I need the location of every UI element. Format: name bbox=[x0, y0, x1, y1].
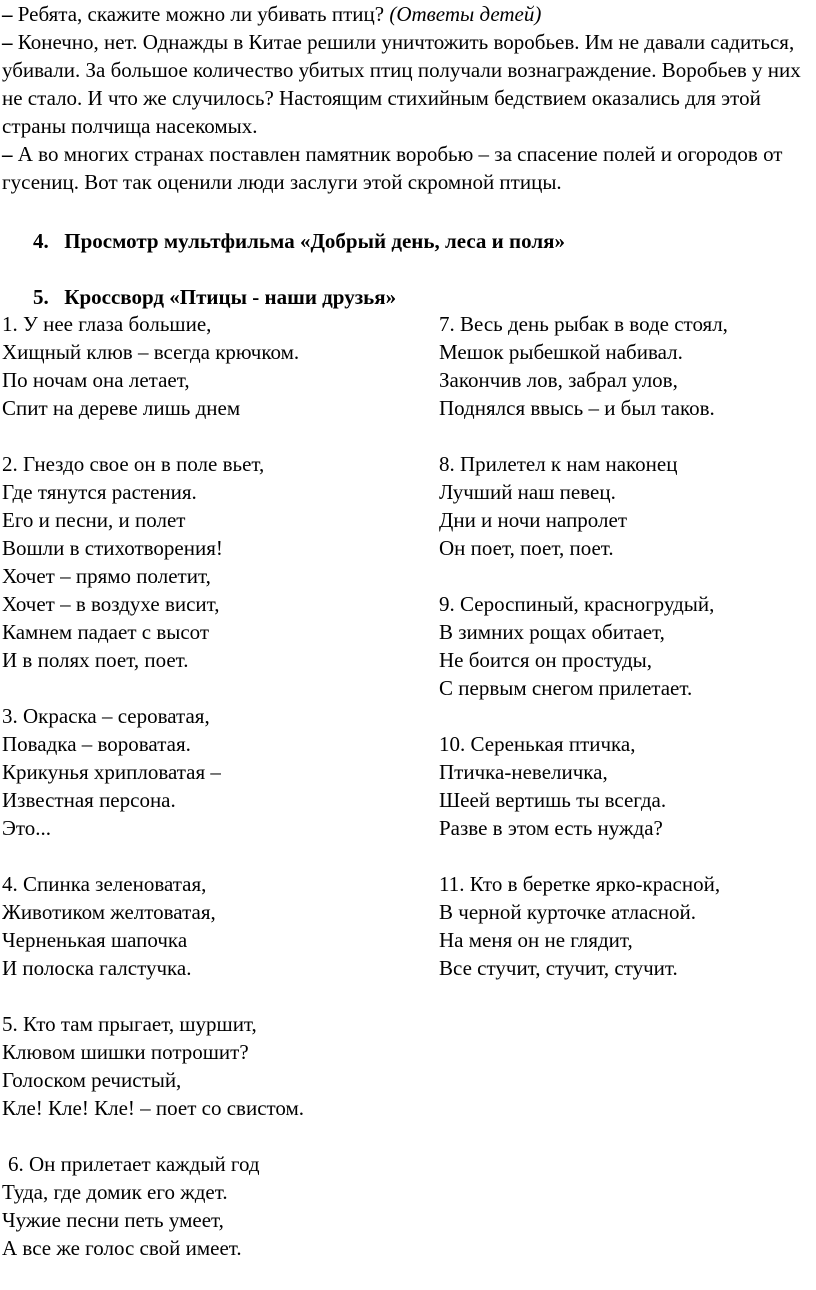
riddle-line: Лучший наш певец. bbox=[439, 480, 616, 504]
riddle-line: 3. Окраска – сероватая, bbox=[2, 704, 210, 728]
riddle-line: 4. Спинка зеленоватая, bbox=[2, 872, 207, 896]
riddle-line: Его и песни, и полет bbox=[2, 508, 186, 532]
riddle-line: На меня он не глядит, bbox=[439, 928, 633, 952]
riddle-line: А все же голос свой имеет. bbox=[2, 1236, 242, 1260]
riddle-line: Мешок рыбешкой набивал. bbox=[439, 340, 683, 364]
riddle-line: Камнем падает с высот bbox=[2, 620, 210, 644]
intro-text bbox=[2, 0, 814, 196]
riddles-left-column bbox=[2, 310, 422, 1290]
paragraph-text: А во многих странах поставлен памятник воробью – за спасение полей и огородов от гусениц. Вот так оценили люди заслуги этой скромной птицы. bbox=[2, 142, 783, 194]
dash: – bbox=[2, 30, 13, 54]
riddle-line: Он поет, поет, поет. bbox=[439, 536, 614, 560]
heading-number: 5. bbox=[33, 285, 49, 309]
riddle-line: Это... bbox=[2, 816, 52, 840]
intro-line-1 bbox=[2, 0, 814, 28]
heading-crossword bbox=[33, 283, 396, 311]
riddle-line: С первым снегом прилетает. bbox=[439, 676, 693, 700]
riddle-line: Птичка-невеличка, bbox=[439, 760, 608, 784]
riddle-line: 10. Серенькая птичка, bbox=[439, 732, 636, 756]
riddle-line: Клювом шишки потрошит? bbox=[2, 1040, 249, 1064]
riddle-line: 6. Он прилетает каждый год bbox=[8, 1152, 260, 1176]
dash: – bbox=[2, 2, 13, 26]
riddle bbox=[2, 702, 422, 842]
riddle-line: Все стучит, стучит, стучит. bbox=[439, 956, 678, 980]
riddle bbox=[2, 870, 422, 982]
riddle-line: 11. Кто в беретке ярко-красной, bbox=[439, 872, 721, 896]
riddle bbox=[2, 310, 422, 422]
riddle bbox=[439, 590, 809, 702]
intro-paragraph-2 bbox=[2, 28, 814, 140]
riddle-line: Животиком желтоватая, bbox=[2, 900, 216, 924]
riddle-line: И в полях поет, поет. bbox=[2, 648, 189, 672]
dash: – bbox=[2, 142, 13, 166]
heading-text: Просмотр мультфильма «Добрый день, леса и поля» bbox=[64, 229, 565, 253]
riddle-line: Хочет – прямо полетит, bbox=[2, 564, 211, 588]
question-text: Ребята, скажите можно ли убивать птиц? bbox=[17, 2, 385, 26]
riddle bbox=[2, 450, 422, 674]
intro-paragraph-3 bbox=[2, 140, 814, 196]
riddle-line: Где тянутся растения. bbox=[2, 480, 197, 504]
riddle-line: Дни и ночи напролет bbox=[439, 508, 628, 532]
riddles-right-column bbox=[439, 310, 809, 1010]
riddle-line: В зимних рощах обитает, bbox=[439, 620, 665, 644]
heading-number: 4. bbox=[33, 229, 49, 253]
riddle-line: Вошли в стихотворения! bbox=[2, 536, 223, 560]
riddle-line: Крикунья хрипловатая – bbox=[2, 760, 221, 784]
riddle-line: 2. Гнездо свое он в поле вьет, bbox=[2, 452, 265, 476]
paragraph-text: Конечно, нет. Однажды в Китае решили уничтожить воробьев. Им не давали садиться, убивали. За большое количество убитых птиц получали вознаграждение. Воробьев у них не стало. И что же случилось? Настоящим стихийным бедствием оказались для этой страны полчища насекомых. bbox=[2, 30, 801, 138]
riddle-line: Повадка – вороватая. bbox=[2, 732, 191, 756]
riddle-line: 5. Кто там прыгает, шуршит, bbox=[2, 1012, 257, 1036]
riddle-line: 7. Весь день рыбак в воде стоял, bbox=[439, 312, 728, 336]
riddle-line: По ночам она летает, bbox=[2, 368, 190, 392]
riddle-line: Голоском речистый, bbox=[2, 1068, 182, 1092]
riddle-line: 1. У нее глаза большие, bbox=[2, 312, 212, 336]
riddle-line: Хочет – в воздухе висит, bbox=[2, 592, 220, 616]
riddle-line: Кле! Кле! Кле! – поет со свистом. bbox=[2, 1096, 305, 1120]
heading-text: Кроссворд «Птицы - наши друзья» bbox=[64, 285, 397, 309]
riddle bbox=[439, 310, 809, 422]
riddle-line: Известная персона. bbox=[2, 788, 176, 812]
heading-cartoon bbox=[33, 227, 565, 255]
riddle bbox=[439, 450, 809, 562]
riddle bbox=[2, 1150, 422, 1262]
riddle-line: Разве в этом есть нужда? bbox=[439, 816, 663, 840]
riddle-line: Хищный клюв – всегда крючком. bbox=[2, 340, 300, 364]
riddle-line: И полоска галстучка. bbox=[2, 956, 192, 980]
riddle bbox=[439, 730, 809, 842]
riddle bbox=[439, 870, 809, 982]
riddle-line: В черной курточке атласной. bbox=[439, 900, 696, 924]
riddle-line: Спит на дереве лишь днем bbox=[2, 396, 241, 420]
riddle-line: 9. Сероспиный, красногрудый, bbox=[439, 592, 715, 616]
riddle-line: Закончив лов, забрал улов, bbox=[439, 368, 678, 392]
riddle-line: Чужие песни петь умеет, bbox=[2, 1208, 224, 1232]
riddle-line: Не боится он простуды, bbox=[439, 648, 653, 672]
riddle-line: Черненькая шапочка bbox=[2, 928, 188, 952]
riddle bbox=[2, 1010, 422, 1122]
riddle-line: 8. Прилетел к нам наконец bbox=[439, 452, 678, 476]
riddle-line: Поднялся ввысь – и был таков. bbox=[439, 396, 715, 420]
riddle-line: Шеей вертишь ты всегда. bbox=[439, 788, 667, 812]
children-answers-note: (Ответы детей) bbox=[389, 2, 542, 26]
riddle-line: Туда, где домик его ждет. bbox=[2, 1180, 228, 1204]
